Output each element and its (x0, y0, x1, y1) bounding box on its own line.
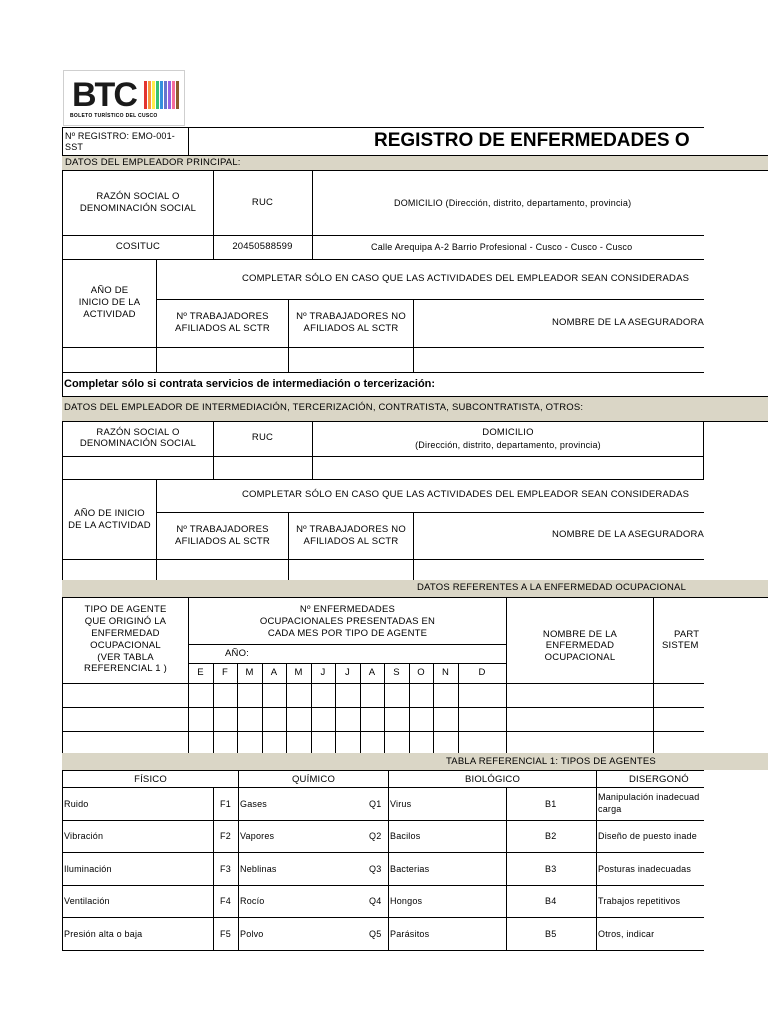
agent-biologico: Virus (390, 799, 412, 809)
agent-disergonomico: Manipulación inadecuad (598, 792, 700, 802)
tipo-label-6: REFERENCIAL 1 ) (84, 663, 167, 674)
razon-label: RAZÓN SOCIAL O (96, 191, 180, 202)
aseguradora-label: NOMBRE DE LA ASEGURADORA (552, 317, 705, 328)
agent-quimico: Vapores (240, 831, 275, 841)
afiliados-label: Nº TRABAJADORES (176, 524, 269, 535)
header-disergonomico: DISERGONÓ (629, 774, 689, 785)
no-afiliados-label: Nº TRABAJADORES NO (296, 524, 406, 535)
nombre-label: NOMBRE DE LA (542, 629, 618, 640)
tipo-label-2: QUE ORIGINÓ LA (84, 616, 167, 627)
razon-label: RAZÓN SOCIAL O (96, 427, 180, 438)
header-biologico: BIOLÓGICO (464, 774, 521, 785)
row-divider (62, 885, 704, 886)
logo-subtitle: BOLETO TURÍSTICO DEL CUSCO (70, 113, 158, 119)
nombre-label-3: OCUPACIONAL (544, 652, 616, 663)
agent-fisico: Ventilación (64, 896, 110, 906)
month-label: E (197, 667, 204, 678)
razon-label-2: DENOMINACIÓN SOCIAL (79, 203, 197, 214)
month-label: M (245, 667, 254, 678)
section-enfermedad: DATOS REFERENTES A LA ENFERMEDAD OCUPACIONAL (417, 582, 687, 593)
row-divider (62, 917, 704, 918)
section-tabla: TABLA REFERENCIAL 1: TIPOS DE AGENTES (446, 756, 656, 767)
logo-stripe (168, 81, 171, 109)
agent-disergonomico: Posturas inadecuadas (598, 864, 692, 874)
row-divider (62, 950, 704, 951)
ruc-value: 20450588599 (232, 241, 293, 252)
logo-stripe (164, 81, 167, 109)
no-afiliados-label: Nº TRABAJADORES NO (296, 311, 406, 322)
logo-stripe (148, 81, 151, 109)
month-label: M (294, 667, 303, 678)
afiliados-label-2: AFILIADOS AL SCTR (175, 323, 270, 334)
aseguradora-label: NOMBRE DE LA ASEGURADORA (552, 529, 705, 540)
parte-label-2: SISTEM (662, 640, 699, 651)
month-label: J (320, 667, 326, 678)
parte-label: PART (674, 629, 700, 640)
agent-disergonomico: Otros, indicar (598, 929, 655, 939)
ruc-label: RUC (251, 197, 274, 208)
agent-biologico: Hongos (390, 896, 423, 906)
page-title: REGISTRO DE ENFERMEDADES O (374, 130, 690, 151)
agent-quimico-code: Q5 (369, 929, 382, 939)
month-label: O (417, 667, 425, 678)
agent-quimico: Neblinas (240, 864, 277, 874)
registro-label-cont: SST (65, 142, 84, 152)
agent-biologico-code: B2 (545, 831, 557, 841)
month-divider (213, 663, 214, 753)
no-afiliados-label-2: AFILIADOS AL SCTR (303, 536, 399, 547)
month-divider (409, 663, 410, 753)
logo-stripe (172, 81, 175, 109)
agent-quimico: Rocío (240, 896, 265, 906)
agent-biologico: Bacilos (390, 831, 421, 841)
logo-stripe (156, 81, 159, 109)
row-divider (62, 820, 704, 821)
btc-logo (63, 70, 185, 126)
domicilio-value: Calle Arequipa A-2 Barrio Profesional - Cusco - Cusco - Cusco (371, 242, 633, 252)
logo-text: BTC (72, 76, 136, 114)
agent-quimico-code: Q1 (369, 799, 382, 809)
anio-label: AÑO DE (90, 285, 129, 296)
header-fisico: FÍSICO (134, 774, 167, 785)
agent-fisico-code: F1 (220, 799, 231, 809)
month-divider (433, 663, 434, 753)
logo-stripe (144, 81, 147, 109)
num-label-2: OCUPACIONALES PRESENTADAS EN (259, 616, 436, 627)
month-divider (311, 663, 312, 753)
month-divider (237, 663, 238, 753)
anio-label-2: DE LA ACTIVIDAD (68, 520, 151, 531)
completar-label: COMPLETAR SÓLO EN CASO QUE LAS ACTIVIDADES DEL EMPLEADOR SEAN CONSIDERADAS (242, 489, 690, 500)
agent-biologico: Bacterias (390, 864, 430, 874)
month-label: F (221, 667, 228, 678)
agent-fisico: Ruido (64, 799, 89, 809)
registro-label: Nº REGISTRO: EMO-001- (65, 131, 176, 141)
agent-biologico: Parásitos (390, 929, 430, 939)
month-divider (458, 663, 459, 753)
anio-field-label: AÑO: (225, 648, 250, 659)
agent-fisico: Presión alta o baja (64, 929, 143, 939)
month-divider (262, 663, 263, 753)
logo-stripe (176, 81, 179, 109)
month-label: S (393, 667, 400, 678)
razon-value: COSITUC (115, 241, 161, 252)
tipo-label-3: ENFERMEDAD (91, 628, 160, 639)
anio-label-2: INICIO DE LA (78, 297, 141, 308)
agent-biologico-code: B4 (545, 896, 557, 906)
tipo-label-4: OCUPACIONAL (90, 640, 161, 651)
no-afiliados-label-2: AFILIADOS AL SCTR (303, 323, 399, 334)
agent-biologico-code: B1 (545, 799, 557, 809)
month-divider (335, 663, 336, 753)
agent-fisico: Vibración (64, 831, 104, 841)
domicilio-label: DOMICILIO (Dirección, distrito, departamento, provincia) (394, 198, 632, 208)
agent-quimico-code: Q2 (369, 831, 382, 841)
agent-quimico: Gases (240, 799, 268, 809)
agent-fisico-code: F2 (220, 831, 231, 841)
intermediacion-note: Completar sólo si contrata servicios de intermediación o tercerización: (64, 378, 436, 390)
agent-biologico-code: B5 (545, 929, 557, 939)
agent-quimico-code: Q3 (369, 864, 382, 874)
domicilio-label: DOMICILIO (482, 427, 534, 438)
header-quimico: QUÍMICO (291, 774, 336, 785)
afiliados-label-2: AFILIADOS AL SCTR (175, 536, 270, 547)
agent-quimico: Polvo (240, 929, 264, 939)
month-label: D (478, 667, 486, 678)
anio-label: AÑO DE INICIO (74, 508, 145, 519)
logo-stripe (152, 81, 155, 109)
row-divider (62, 852, 704, 853)
ruc-label: RUC (251, 432, 274, 443)
agent-quimico-code: Q4 (369, 896, 382, 906)
anio-label-3: ACTIVIDAD (83, 309, 136, 320)
nombre-label-2: ENFERMEDAD (545, 640, 615, 651)
agent-fisico-code: F4 (220, 896, 231, 906)
agent-biologico-code: B3 (545, 864, 557, 874)
agent-disergonomico: Diseño de puesto inade (598, 831, 697, 841)
afiliados-label: Nº TRABAJADORES (176, 311, 269, 322)
agent-disergonomico: Trabajos repetitivos (598, 896, 681, 906)
month-label: A (270, 667, 278, 678)
month-divider (360, 663, 361, 753)
agent-fisico-code: F3 (220, 864, 231, 874)
section-empleador: DATOS DEL EMPLEADOR PRINCIPAL: (65, 157, 241, 168)
tipo-label-5: (VER TABLA (97, 652, 154, 663)
tipo-label: TIPO DE AGENTE (84, 604, 167, 615)
agent-fisico: Iluminación (64, 864, 112, 874)
num-label: Nº ENFERMEDADES (299, 604, 396, 615)
completar-label: COMPLETAR SÓLO EN CASO QUE LAS ACTIVIDADES DEL EMPLEADOR SEAN CONSIDERADAS (242, 273, 690, 284)
section-band (62, 753, 768, 770)
month-divider (384, 663, 385, 753)
month-label: J (345, 667, 350, 678)
section-intermediacion: DATOS DEL EMPLEADOR DE INTERMEDIACIÓN, TERCERIZACIÓN, CONTRATISTA, SUBCONTRATISTA, OTROS: (64, 402, 584, 413)
razon-label-2: DENOMINACIÓN SOCIAL (79, 438, 197, 449)
month-label: A (368, 667, 376, 678)
logo-stripe (160, 81, 163, 109)
agent-disergonomico-cont: carga (598, 804, 622, 814)
num-label-3: CADA MES POR TIPO DE AGENTE (267, 628, 428, 639)
month-label: N (441, 667, 450, 678)
agent-fisico-code: F5 (220, 929, 231, 939)
domicilio-label-2: (Dirección, distrito, departamento, provincia) (415, 440, 601, 450)
month-divider (286, 663, 287, 753)
